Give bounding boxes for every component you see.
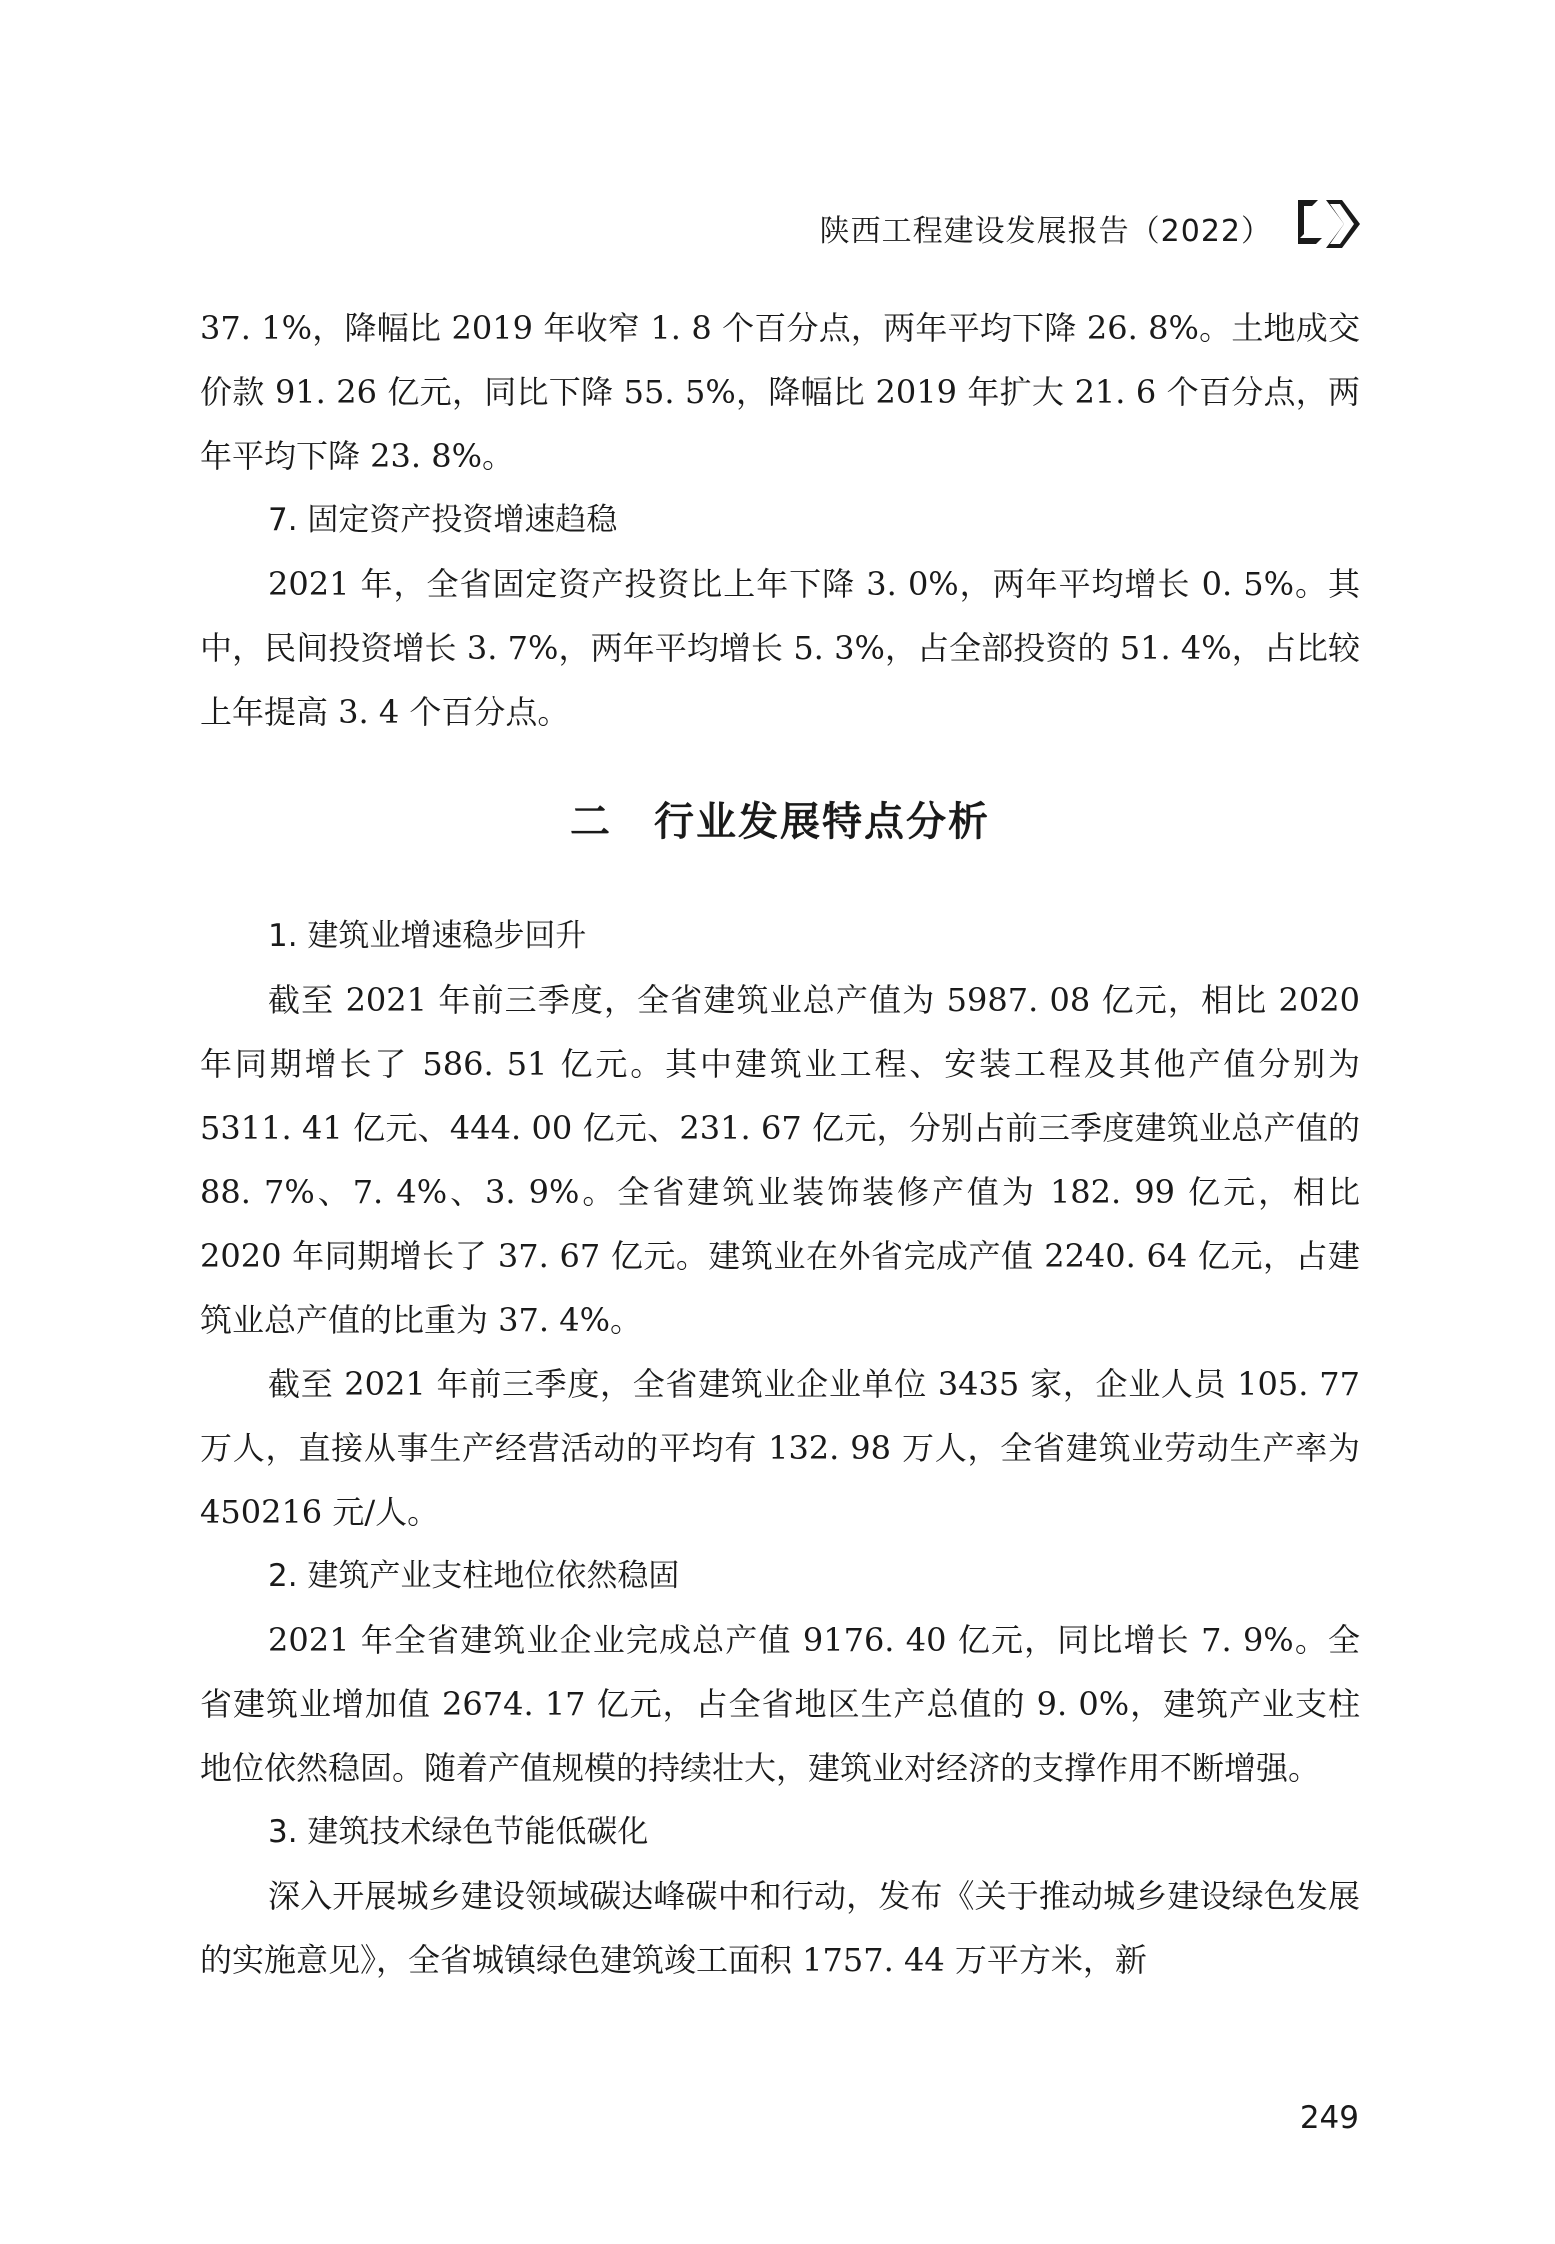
body-text (200, 296, 1360, 1992)
paragraph-pillar-industry: 2021 年全省建筑业企业完成总产值 9176. 40 亿元，同比增长 7. 9%。全省建筑业增加值 2674. 17 亿元，占全省地区生产总值的 9. 0%，建筑产业支柱地位依然稳固。随着产值规模的持续壮大，建筑业对经济的支撑作用不断增强。 (200, 1621, 1360, 1787)
paragraph-fixed-asset-investment: 2021 年，全省固定资产投资比上年下降 3. 0%，两年平均增长 0. 5%。其中，民间投资增长 3. 7%，两年平均增长 5. 3%，占全部投资的 51. 4%，占比较上年提高 3. 4 个百分点。 (200, 565, 1360, 731)
subheading-green-low-carbon: 3. 建筑技术绿色节能低碳化 (268, 1814, 649, 1850)
subheading-pillar-industry: 2. 建筑产业支柱地位依然稳固 (268, 1558, 680, 1594)
header-title: 陕西工程建设发展报告（2022） (819, 214, 1272, 249)
subheading-construction-growth: 1. 建筑业增速稳步回升 (268, 918, 587, 954)
running-header (819, 204, 1480, 264)
paragraph-construction-enterprises: 截至 2021 年前三季度，全省建筑业企业单位 3435 家，企业人员 105. 77 万人，直接从事生产经营活动的平均有 132. 98 万人，全省建筑业劳动生产率为 450216 元/人。 (200, 1365, 1360, 1531)
paragraph-green-low-carbon: 深入开展城乡建设领域碳达峰碳中和行动，发布《关于推动城乡建设绿色发展的实施意见》，全省城镇绿色建筑竣工面积 1757. 44 万平方米，新 (200, 1877, 1360, 1979)
bracket-arrow-logo-icon (1296, 194, 1366, 254)
subheading-fixed-asset-investment: 7. 固定资产投资增速趋稳 (268, 502, 618, 538)
page-number: 249 (1299, 2100, 1359, 2136)
paragraph-land-transaction: 37. 1%，降幅比 2019 年收窄 1. 8 个百分点，两年平均下降 26. 8%。土地成交价款 91. 26 亿元，同比下降 55. 5%，降幅比 2019 年扩大 21. 6 个百分点，两年平均下降 23. 8%。 (200, 309, 1360, 475)
section-title: 二 行业发展特点分析 (570, 799, 990, 845)
paragraph-construction-output: 截至 2021 年前三季度，全省建筑业总产值为 5987. 08 亿元，相比 2020 年同期增长了 586. 51 亿元。其中建筑业工程、安装工程及其他产值分别为 5311. 41 亿元、444. 00 亿元、231. 67 亿元，分别占前三季度建筑业总产值的 88. 7%、7. 4%、3. 9%。全省建筑业装饰装修产值为 182. 99 亿元，相比 2020 年同期增长了 37. 67 亿元。建筑业在外省完成产值 2240. 64 亿元，占建筑业总产值的比重为 37. 4%。 (200, 981, 1360, 1339)
